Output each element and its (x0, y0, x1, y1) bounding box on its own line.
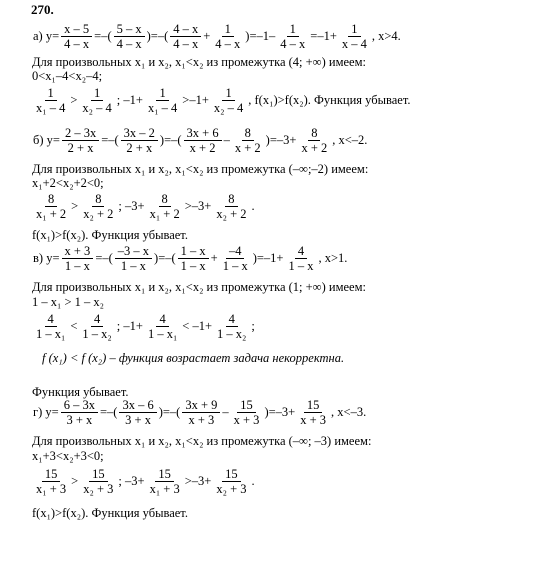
fraction (170, 22, 201, 51)
fraction (114, 22, 145, 51)
fraction-numerator: 8 (225, 192, 237, 207)
fraction-numerator: 4 (91, 312, 103, 327)
math-text: , x<–3. (331, 405, 367, 419)
equation-g (32, 398, 367, 427)
inequality-b (32, 192, 256, 221)
fraction-denominator: x₁ + 2 (36, 207, 67, 221)
math-text: >–1+ (182, 93, 209, 107)
fraction-numerator: 3x – 2 (121, 126, 158, 141)
fraction-denominator: 1 – x (64, 259, 90, 273)
fraction-numerator: –3 – x (115, 244, 152, 259)
fraction-numerator: 1 (91, 86, 103, 101)
fraction-numerator: 8 (308, 126, 320, 141)
fraction-denominator: x + 3 (300, 413, 327, 427)
fraction-denominator: 1 – x₂ (82, 327, 112, 341)
fraction-numerator: 15 (155, 467, 174, 482)
fraction-denominator: x₂ + 2 (216, 207, 247, 221)
math-text: )=–1– (245, 29, 276, 43)
text-b-conclusion: f(x₁)>f(x₂). Функция убывает. (32, 228, 188, 242)
fraction (214, 312, 249, 341)
fraction-denominator: 1 – x₂ (217, 327, 247, 341)
equation-b (32, 126, 368, 155)
fraction (33, 86, 68, 115)
fraction (212, 22, 243, 51)
math-text: > (70, 93, 78, 107)
math-text: – (223, 133, 230, 147)
fraction-numerator: x – 5 (61, 22, 92, 37)
fraction-denominator: x₂ + 2 (83, 207, 114, 221)
fraction (213, 467, 249, 496)
fraction-denominator: x + 3 (188, 413, 215, 427)
fraction-numerator: 8 (159, 192, 171, 207)
fraction-denominator: 1 – x (120, 259, 146, 273)
fraction-denominator: x – 4 (341, 37, 367, 51)
math-text: =–( (101, 133, 119, 147)
fraction (232, 126, 264, 155)
fraction (79, 86, 114, 115)
fraction-numerator: 4 (156, 312, 168, 327)
fraction (121, 126, 158, 155)
text-c-condition: 1 – x₁ > 1 – x₂ (32, 295, 105, 309)
fraction (147, 467, 183, 496)
fraction (33, 312, 68, 341)
text-g-interval: Для произвольных x₁ и x₂, x₁<x₂ из промежутка (–∞; –3) имеем: (32, 434, 372, 448)
fraction-denominator: x₁ + 3 (149, 482, 180, 496)
fraction-numerator: –4 (226, 244, 245, 259)
fraction-denominator: 1 – x₁ (147, 327, 178, 341)
fraction-denominator: 3 + x (66, 413, 93, 427)
math-text: =–( (99, 405, 118, 419)
fraction-denominator: x₂ + 3 (83, 482, 114, 496)
math-text: )=–( (146, 29, 169, 43)
fraction-denominator: 2 + x (67, 141, 94, 155)
math-text: – (222, 405, 229, 419)
fraction-denominator: 1 – x (180, 259, 206, 273)
fraction-denominator: x₁ – 4 (147, 101, 178, 115)
fraction-numerator: 2 – 3x (62, 126, 99, 141)
math-text: , f(x₁)>f(x₂). Функция убывает. (248, 93, 411, 107)
math-text: б) y= (33, 133, 60, 147)
fraction (62, 126, 99, 155)
text-b-interval: Для произвольных x₁ и x₂, x₁<x₂ из промежутка (–∞;–2) имеем: (32, 162, 369, 176)
fraction (145, 312, 180, 341)
fraction-numerator: 4 (226, 312, 238, 327)
inequality-a (32, 86, 411, 115)
math-text: > (71, 199, 79, 213)
fraction (285, 244, 316, 273)
fraction-numerator: 3x – 6 (119, 398, 156, 413)
fraction-denominator: 4 – x (215, 37, 241, 51)
math-text: , x<–2. (332, 133, 368, 147)
math-text: )=–( (154, 251, 176, 265)
fraction-numerator: 8 (92, 192, 104, 207)
fraction (297, 398, 329, 427)
math-text: ; (251, 319, 255, 333)
fraction (231, 398, 263, 427)
math-text: )=–3+ (265, 133, 297, 147)
math-text: ; –3+ (118, 474, 145, 488)
fraction-denominator: x + 2 (189, 141, 216, 155)
fraction-numerator: 4 – x (170, 22, 201, 37)
fraction-denominator: x₂ + 3 (216, 482, 247, 496)
math-text: , x>4. (371, 29, 401, 43)
fraction (339, 22, 370, 51)
fraction (145, 86, 180, 115)
math-text: < (70, 319, 78, 333)
fraction-numerator: 4 (45, 312, 57, 327)
fraction-numerator: x + 3 (62, 244, 94, 259)
fraction-numerator: 3x + 9 (182, 398, 220, 413)
fraction (220, 244, 251, 273)
fraction-numerator: 1 (45, 86, 57, 101)
fraction (80, 467, 116, 496)
problem-number: 270. (31, 2, 54, 17)
fraction-numerator: 4 (295, 244, 307, 259)
text-c-conclusion: f (x₁) < f (x₂) – функция возрастает задача некорректна. (42, 351, 345, 365)
text-a-condition: 0<x₁–4<x₂–4; (32, 69, 103, 83)
fraction-denominator: x + 2 (301, 141, 328, 155)
math-text: ; –3+ (118, 199, 145, 213)
fraction-numerator: 8 (45, 192, 57, 207)
fraction-numerator: 1 (222, 86, 234, 101)
math-text: < –1+ (182, 319, 213, 333)
fraction (182, 398, 220, 427)
fraction (33, 192, 69, 221)
fraction-denominator: 4 – x (64, 37, 90, 51)
fraction-numerator: 8 (242, 126, 254, 141)
inequality-c (32, 312, 256, 341)
fraction (178, 244, 209, 273)
fraction-denominator: x₁ + 3 (36, 482, 67, 496)
fraction-numerator: 15 (222, 467, 241, 482)
fraction-numerator: 6 – 3x (61, 398, 98, 413)
text-a-interval: Для произвольных x₁ и x₂, x₁<x₂ из промежутка (4; +∞) имеем: (32, 55, 366, 69)
fraction-numerator: 5 – x (114, 22, 145, 37)
fraction-denominator: 3 + x (125, 413, 151, 427)
fraction-denominator: x₂ – 4 (82, 101, 112, 115)
fraction-denominator: 2 + x (126, 141, 153, 155)
inequality-g (32, 467, 256, 496)
fraction-numerator: 1 – x (178, 244, 209, 259)
fraction (298, 126, 330, 155)
fraction-denominator: x + 3 (233, 413, 260, 427)
fraction-numerator: 1 (156, 86, 168, 101)
fraction (119, 398, 156, 427)
fraction (62, 244, 94, 273)
fraction (277, 22, 308, 51)
fraction-denominator: x₂ – 4 (213, 101, 244, 115)
fraction (61, 398, 98, 427)
fraction (115, 244, 152, 273)
math-text: )=–3+ (264, 405, 296, 419)
fraction (80, 192, 116, 221)
fraction-denominator: x₁ + 2 (149, 207, 180, 221)
math-text: ; –1+ (116, 319, 143, 333)
math-text: г) y= (33, 405, 59, 419)
fraction-numerator: 1 (222, 22, 234, 37)
math-text: + (203, 29, 211, 43)
math-text: ; –1+ (116, 93, 143, 107)
math-text: =–1+ (310, 29, 337, 43)
fraction-numerator: 15 (89, 467, 108, 482)
fraction-numerator: 15 (304, 398, 323, 413)
math-text: )=–1+ (252, 251, 284, 265)
math-text: >–3+ (184, 474, 212, 488)
fraction (147, 192, 183, 221)
math-text: . (251, 199, 255, 213)
fraction-denominator: 4 – x (280, 37, 306, 51)
fraction-numerator: 15 (237, 398, 256, 413)
fraction (211, 86, 246, 115)
math-text: )=–( (159, 133, 182, 147)
fraction-numerator: 3x + 6 (184, 126, 222, 141)
fraction-denominator: 1 – x₁ (36, 327, 66, 341)
fraction-denominator: 4 – x (173, 37, 199, 51)
fraction-denominator: 1 – x (222, 259, 248, 273)
math-text: , x>1. (318, 251, 348, 265)
math-text: . (251, 474, 255, 488)
fraction-denominator: x₁ – 4 (36, 101, 66, 115)
fraction (33, 467, 69, 496)
fraction-numerator: 1 (348, 22, 360, 37)
text-b-condition: x₁+2<x₂+2<0; (32, 176, 104, 190)
equation-c (32, 244, 348, 273)
fraction-numerator: 1 (287, 22, 299, 37)
fraction-denominator: x + 2 (234, 141, 261, 155)
fraction-denominator: 1 – x (288, 259, 314, 273)
math-text: > (71, 474, 79, 488)
fraction (213, 192, 249, 221)
text-g-condition: x₁+3<x₂+3<0; (32, 449, 104, 463)
math-text: )=–( (158, 405, 181, 419)
text-c-interval: Для произвольных x₁ и x₂, x₁<x₂ из промежутка (1; +∞) имеем: (32, 280, 366, 294)
math-text: + (210, 251, 218, 265)
fraction (79, 312, 114, 341)
equation-a (32, 22, 402, 51)
math-text: =–( (94, 29, 112, 43)
fraction-numerator: 15 (42, 467, 61, 482)
math-text: а) y= (33, 29, 60, 43)
fraction-denominator: 4 – x (116, 37, 142, 51)
text-g-conclusion: f(x₁)>f(x₂). Функция убывает. (32, 506, 188, 520)
math-text: в) y= (33, 251, 60, 265)
math-text: =–( (95, 251, 113, 265)
math-text: >–3+ (184, 199, 212, 213)
fraction (184, 126, 222, 155)
text-g-prefix: Функция убывает. (32, 385, 129, 399)
fraction (61, 22, 92, 51)
